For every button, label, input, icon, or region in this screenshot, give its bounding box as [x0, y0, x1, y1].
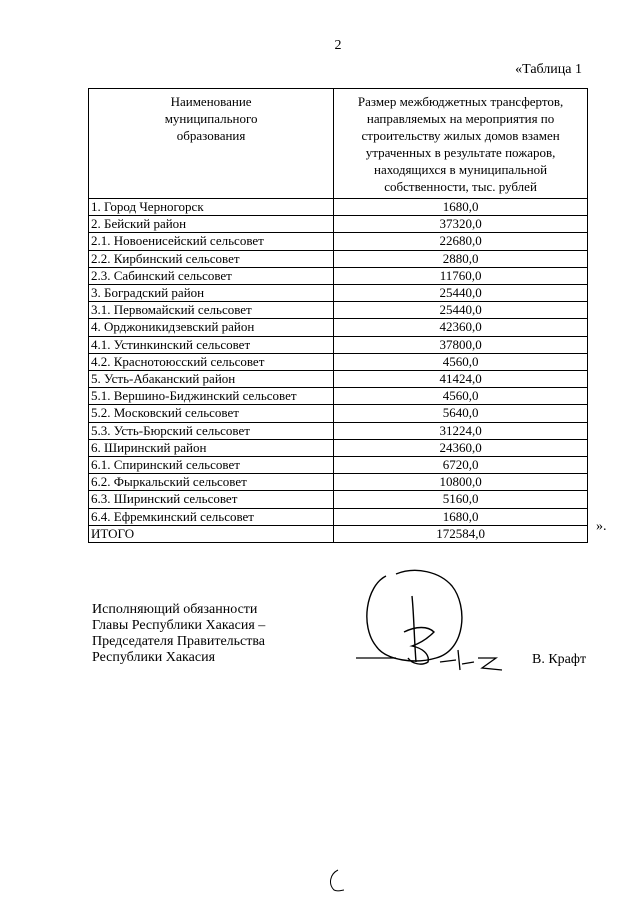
table-row — [89, 353, 588, 370]
row-name: 4.1. Устинкинский сельсовет — [89, 336, 334, 353]
table-header-row — [89, 89, 588, 199]
table-row — [89, 405, 588, 422]
header-name-text: Наименование муниципального образования — [164, 94, 258, 143]
row-name: 6.2. Фыркальский сельсовет — [89, 474, 334, 491]
signer-name: В. Крафт — [532, 652, 587, 667]
table-row — [89, 336, 588, 353]
total-row — [89, 525, 588, 542]
row-amount: 10800,0 — [334, 474, 588, 491]
table-row — [89, 199, 588, 216]
closing-quote: ». — [596, 519, 607, 534]
row-amount: 1680,0 — [334, 508, 588, 525]
table-row — [89, 388, 588, 405]
row-name: 5.1. Вершино-Биджинский сельсовет — [89, 388, 334, 405]
row-amount: 11760,0 — [334, 267, 588, 284]
row-name: 6.3. Ширинский сельсовет — [89, 491, 334, 508]
row-name: 3. Боградский район — [89, 285, 334, 302]
table-row — [89, 474, 588, 491]
signatory-line: Исполняющий обязанности — [92, 602, 258, 617]
signatory-line: Республики Хакасия — [92, 650, 216, 665]
row-amount: 42360,0 — [334, 319, 588, 336]
row-amount: 4560,0 — [334, 353, 588, 370]
row-amount: 37800,0 — [334, 336, 588, 353]
header-amount-text: Размер межбюджетных трансфертов, направляемых на мероприятия по строительству жилых домов взамен утраченных в результате пожаров, находящихся в муниципальной собственности, тыс. рублей — [357, 94, 564, 194]
row-amount: 24360,0 — [334, 439, 588, 456]
table-row — [89, 233, 588, 250]
table-row — [89, 439, 588, 456]
row-name: 3.1. Первомайский сельсовет — [89, 302, 334, 319]
row-amount: 25440,0 — [334, 302, 588, 319]
table-row — [89, 491, 588, 508]
row-name: 6.4. Ефремкинский сельсовет — [89, 508, 334, 525]
total-amount: 172584,0 — [334, 525, 588, 542]
row-amount: 31224,0 — [334, 422, 588, 439]
row-name: 5. Усть-Абаканский район — [89, 371, 334, 388]
signatory-title — [92, 602, 265, 666]
table-row — [89, 216, 588, 233]
row-amount: 41424,0 — [334, 371, 588, 388]
row-amount: 4560,0 — [334, 388, 588, 405]
table-body — [89, 199, 588, 526]
table-row — [89, 371, 588, 388]
row-amount: 2880,0 — [334, 250, 588, 267]
scan-mark — [324, 868, 348, 894]
row-name: 6.1. Спиринский сельсовет — [89, 457, 334, 474]
row-name: 2.2. Кирбинский сельсовет — [89, 250, 334, 267]
table-row — [89, 285, 588, 302]
table-row — [89, 250, 588, 267]
row-name: 5.2. Московский сельсовет — [89, 405, 334, 422]
table-row — [89, 457, 588, 474]
row-amount: 25440,0 — [334, 285, 588, 302]
row-amount: 1680,0 — [334, 199, 588, 216]
row-amount: 5640,0 — [334, 405, 588, 422]
table-row — [89, 302, 588, 319]
row-amount: 22680,0 — [334, 233, 588, 250]
header-amount — [334, 89, 588, 199]
header-name — [89, 89, 334, 199]
row-amount: 6720,0 — [334, 457, 588, 474]
handwritten-signature — [356, 566, 516, 686]
row-amount: 5160,0 — [334, 491, 588, 508]
signatory-line: Главы Республики Хакасия – — [92, 618, 266, 633]
page-number: 2 — [334, 38, 342, 53]
row-name: 2. Бейский район — [89, 216, 334, 233]
row-name: 4. Орджоникидзевский район — [89, 319, 334, 336]
row-amount: 37320,0 — [334, 216, 588, 233]
row-name: 1. Город Черногорск — [89, 199, 334, 216]
table-row — [89, 319, 588, 336]
transfers-table — [88, 88, 588, 543]
row-name: 6. Ширинский район — [89, 439, 334, 456]
table-caption: «Таблица 1 — [515, 62, 582, 77]
signatory-line: Председателя Правительства — [92, 634, 266, 649]
table-row — [89, 508, 588, 525]
table-row — [89, 267, 588, 284]
total-label: ИТОГО — [89, 525, 334, 542]
row-name: 4.2. Краснотоюсский сельсовет — [89, 353, 334, 370]
row-name: 5.3. Усть-Бюрский сельсовет — [89, 422, 334, 439]
row-name: 2.3. Сабинский сельсовет — [89, 267, 334, 284]
row-name: 2.1. Новоенисейский сельсовет — [89, 233, 334, 250]
table-row — [89, 422, 588, 439]
